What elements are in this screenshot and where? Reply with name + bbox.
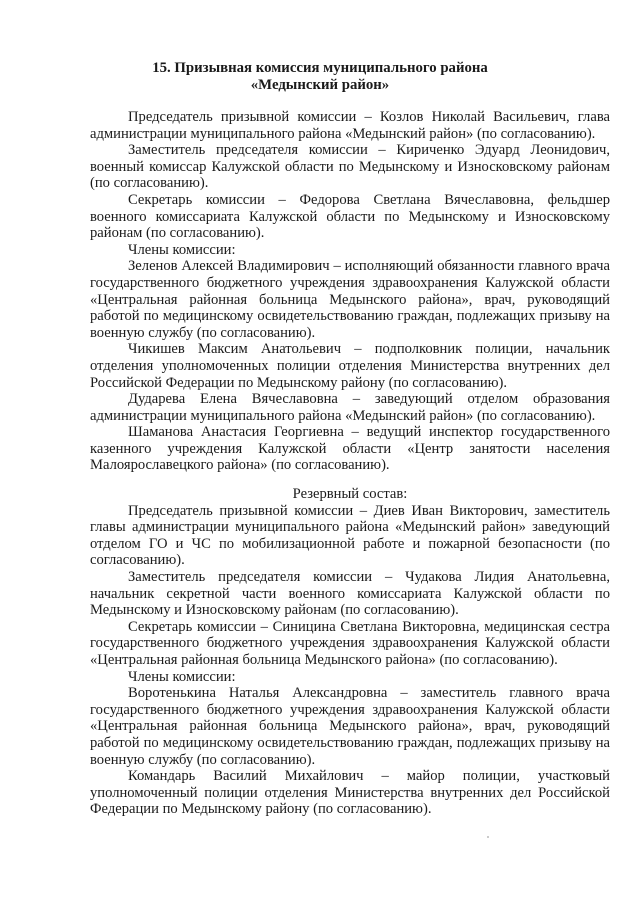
reserve-members-label: Члены комиссии: xyxy=(128,668,236,685)
reserve-chairman-paragraph: Председатель призывной комиссии – Диев Иван Викторович, заместитель главы администрации муниципального района «Медынский район» заведующий отделом ГО и ЧС по мобилизационной работе и пожарной безопасности (по согласованию). xyxy=(90,502,610,569)
members-label: Члены комиссии: xyxy=(128,241,236,258)
reserve-deputy-chairman-paragraph: Заместитель председателя комиссии – Чудакова Лидия Анатольевна, начальник секретной части военного комиссариата Калужской области по Медынскому и Износковскому районам (по согласованию). xyxy=(90,569,610,619)
member-paragraph: Зеленов Алексей Владимирович – исполняющий обязанности главного врача государственного бюджетного учреждения здравоохранения Калужской области «Центральная районная больница Медынского района», врач, руководящий работой по медицинскому освидетельствованию граждан, подлежащих призыву на военную службу (по согласованию). xyxy=(90,258,610,341)
title-line-2: «Медынский район» xyxy=(250,76,390,93)
reserve-heading: Резервный состав: xyxy=(292,486,408,503)
member-paragraph: Шаманова Анастасия Георгиевна – ведущий инспектор государственного казенного учреждения Калужской области «Центр занятости населения Малоярославецкого района» (по согласованию). xyxy=(90,424,610,474)
secretary-paragraph: Секретарь комиссии – Федорова Светлана Вячеславовна, фельдшер военного комиссариата Калужской области по Медынскому и Износковскому районам (по согласованию). xyxy=(90,191,610,242)
chairman-paragraph: Председатель призывной комиссии – Козлов Николай Васильевич, глава администрации муниципального района «Медынский район» (по согласованию). xyxy=(90,109,610,142)
scan-speck xyxy=(487,836,489,838)
member-paragraph: Дударева Елена Вячеславовна – заведующий отделом образования администрации муниципального района «Медынский район» (по согласованию). xyxy=(90,391,610,424)
reserve-member-paragraph: Командарь Василий Михайлович – майор полиции, участковый уполномоченный полиции отделения Министерства внутренних дел Российской Федерации по Медынскому району (по согласованию). xyxy=(90,768,610,818)
document-body xyxy=(90,109,610,818)
reserve-member-paragraph: Воротенькина Наталья Александровна – заместитель главного врача государственного бюджетного учреждения здравоохранения Калужской области «Центральная районная больница Медынского района», врач, руководящий работой по медицинскому освидетельствованию граждан, подлежащих призыву на военную службу (по согласованию). xyxy=(90,685,610,768)
document-title xyxy=(0,60,640,93)
deputy-chairman-paragraph: Заместитель председателя комиссии – Кириченко Эдуард Леонидович, военный комиссар Калужской области по Медынскому и Износковскому районам (по согласованию). xyxy=(90,142,610,192)
reserve-secretary-paragraph: Секретарь комиссии – Синицина Светлана Викторовна, медицинская сестра государственного бюджетного учреждения здравоохранения Калужской области «Центральная районная больница Медынского района» (по согласованию). xyxy=(90,618,610,668)
member-paragraph: Чикишев Максим Анатольевич – подполковник полиции, начальник отделения уполномоченных полиции отделения Министерства внутренних дел Российской Федерации по Медынскому району (по согласованию). xyxy=(90,341,610,391)
title-line-1: 15. Призывная комиссия муниципального района xyxy=(152,60,488,76)
